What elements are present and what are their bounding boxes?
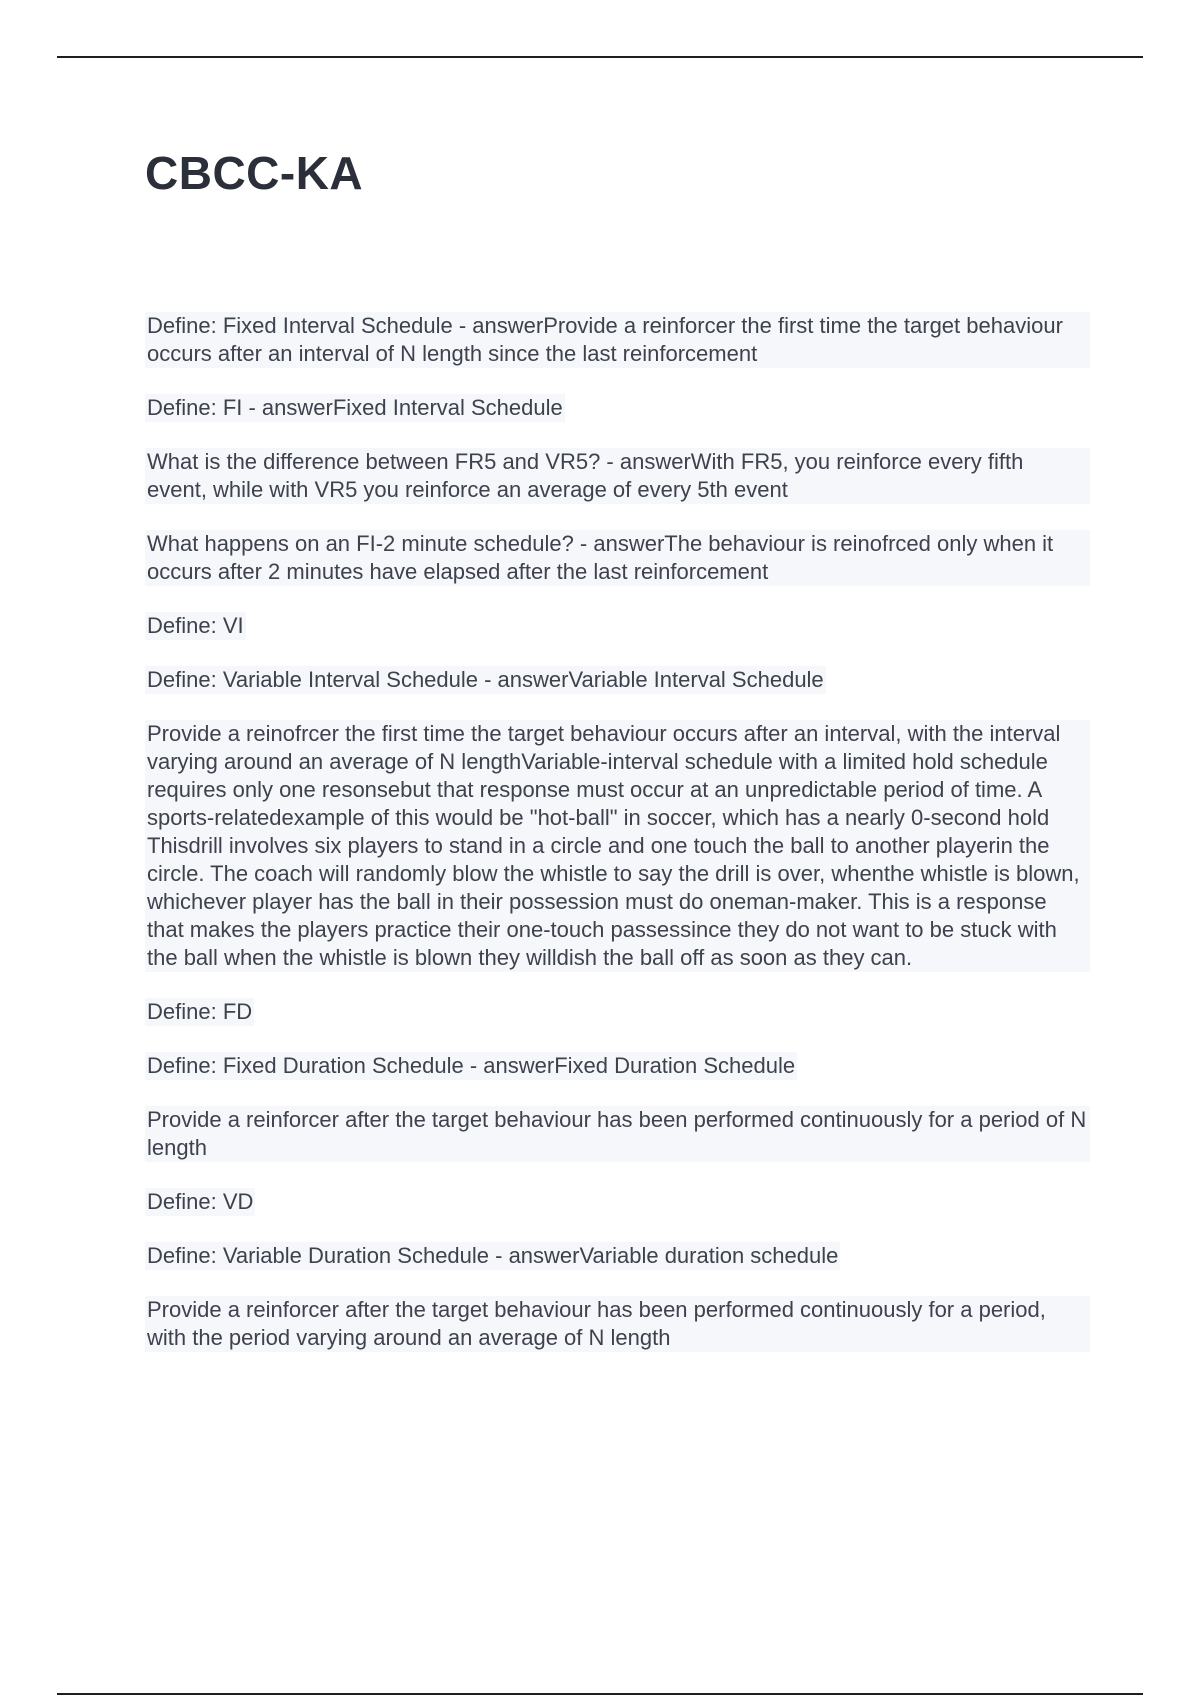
paragraph-variable-duration-definition: Define: Variable Duration Schedule - answerVariable duration schedule bbox=[147, 1243, 839, 1268]
paragraph-fd-definition: Define: FD bbox=[147, 999, 253, 1024]
document-title: CBCC-KA bbox=[145, 147, 364, 199]
paragraph-variable-duration-explanation: Provide a reinforcer after the target behaviour has been performed continuously for a period, with the period varying around an average of N length bbox=[145, 1296, 1090, 1352]
paragraph-variable-interval-definition: Define: Variable Interval Schedule - answerVariable Interval Schedule bbox=[147, 667, 824, 692]
paragraph-fi-definition: Define: FI - answerFixed Interval Schedule bbox=[147, 395, 563, 420]
paragraph-vi-definition: Define: VI bbox=[147, 613, 244, 638]
paragraph-fr5-vs-vr5: What is the difference between FR5 and VR5? - answerWith FR5, you reinforce every fifth event, while with VR5 you reinforce an average of every 5th event bbox=[145, 448, 1090, 504]
paragraph-variable-interval-explanation: Provide a reinofrcer the first time the target behaviour occurs after an interval, with the interval varying around an average of N lengthVariable-interval schedule with a limited hold schedule requires only one resonsebut that response must occur at an unpredictable period of time. A sports-relatedexample of this would be "hot-ball" in soccer, which has a nearly 0-second hold Thisdrill involves six players to stand in a circle and one touch the ball to another playerin the circle. The coach will randomly blow the whistle to say the drill is over, whenthe whistle is blown, whichever player has the ball in their possession must do oneman-maker. This is a response that makes the players practice their one-touch passessince they do not want to be stuck with the ball when the whistle is blown they willdish the ball off as soon as they can. bbox=[145, 720, 1090, 972]
paragraph-fi-2-minute: What happens on an FI-2 minute schedule? - answerThe behaviour is reinofrced only when it occurs after 2 minutes have elapsed after the last reinforcement bbox=[145, 530, 1090, 586]
paragraph-fixed-duration-explanation: Provide a reinforcer after the target behaviour has been performed continuously for a period of N length bbox=[145, 1106, 1090, 1162]
bottom-divider bbox=[57, 1693, 1143, 1695]
paragraph-vd-definition: Define: VD bbox=[147, 1189, 254, 1214]
paragraph-fixed-duration-definition: Define: Fixed Duration Schedule - answerFixed Duration Schedule bbox=[147, 1053, 796, 1078]
document-body bbox=[145, 312, 1090, 1378]
paragraph-fixed-interval-definition: Define: Fixed Interval Schedule - answerProvide a reinforcer the first time the target behaviour occurs after an interval of N length since the last reinforcement bbox=[145, 312, 1090, 368]
top-divider bbox=[57, 56, 1143, 58]
